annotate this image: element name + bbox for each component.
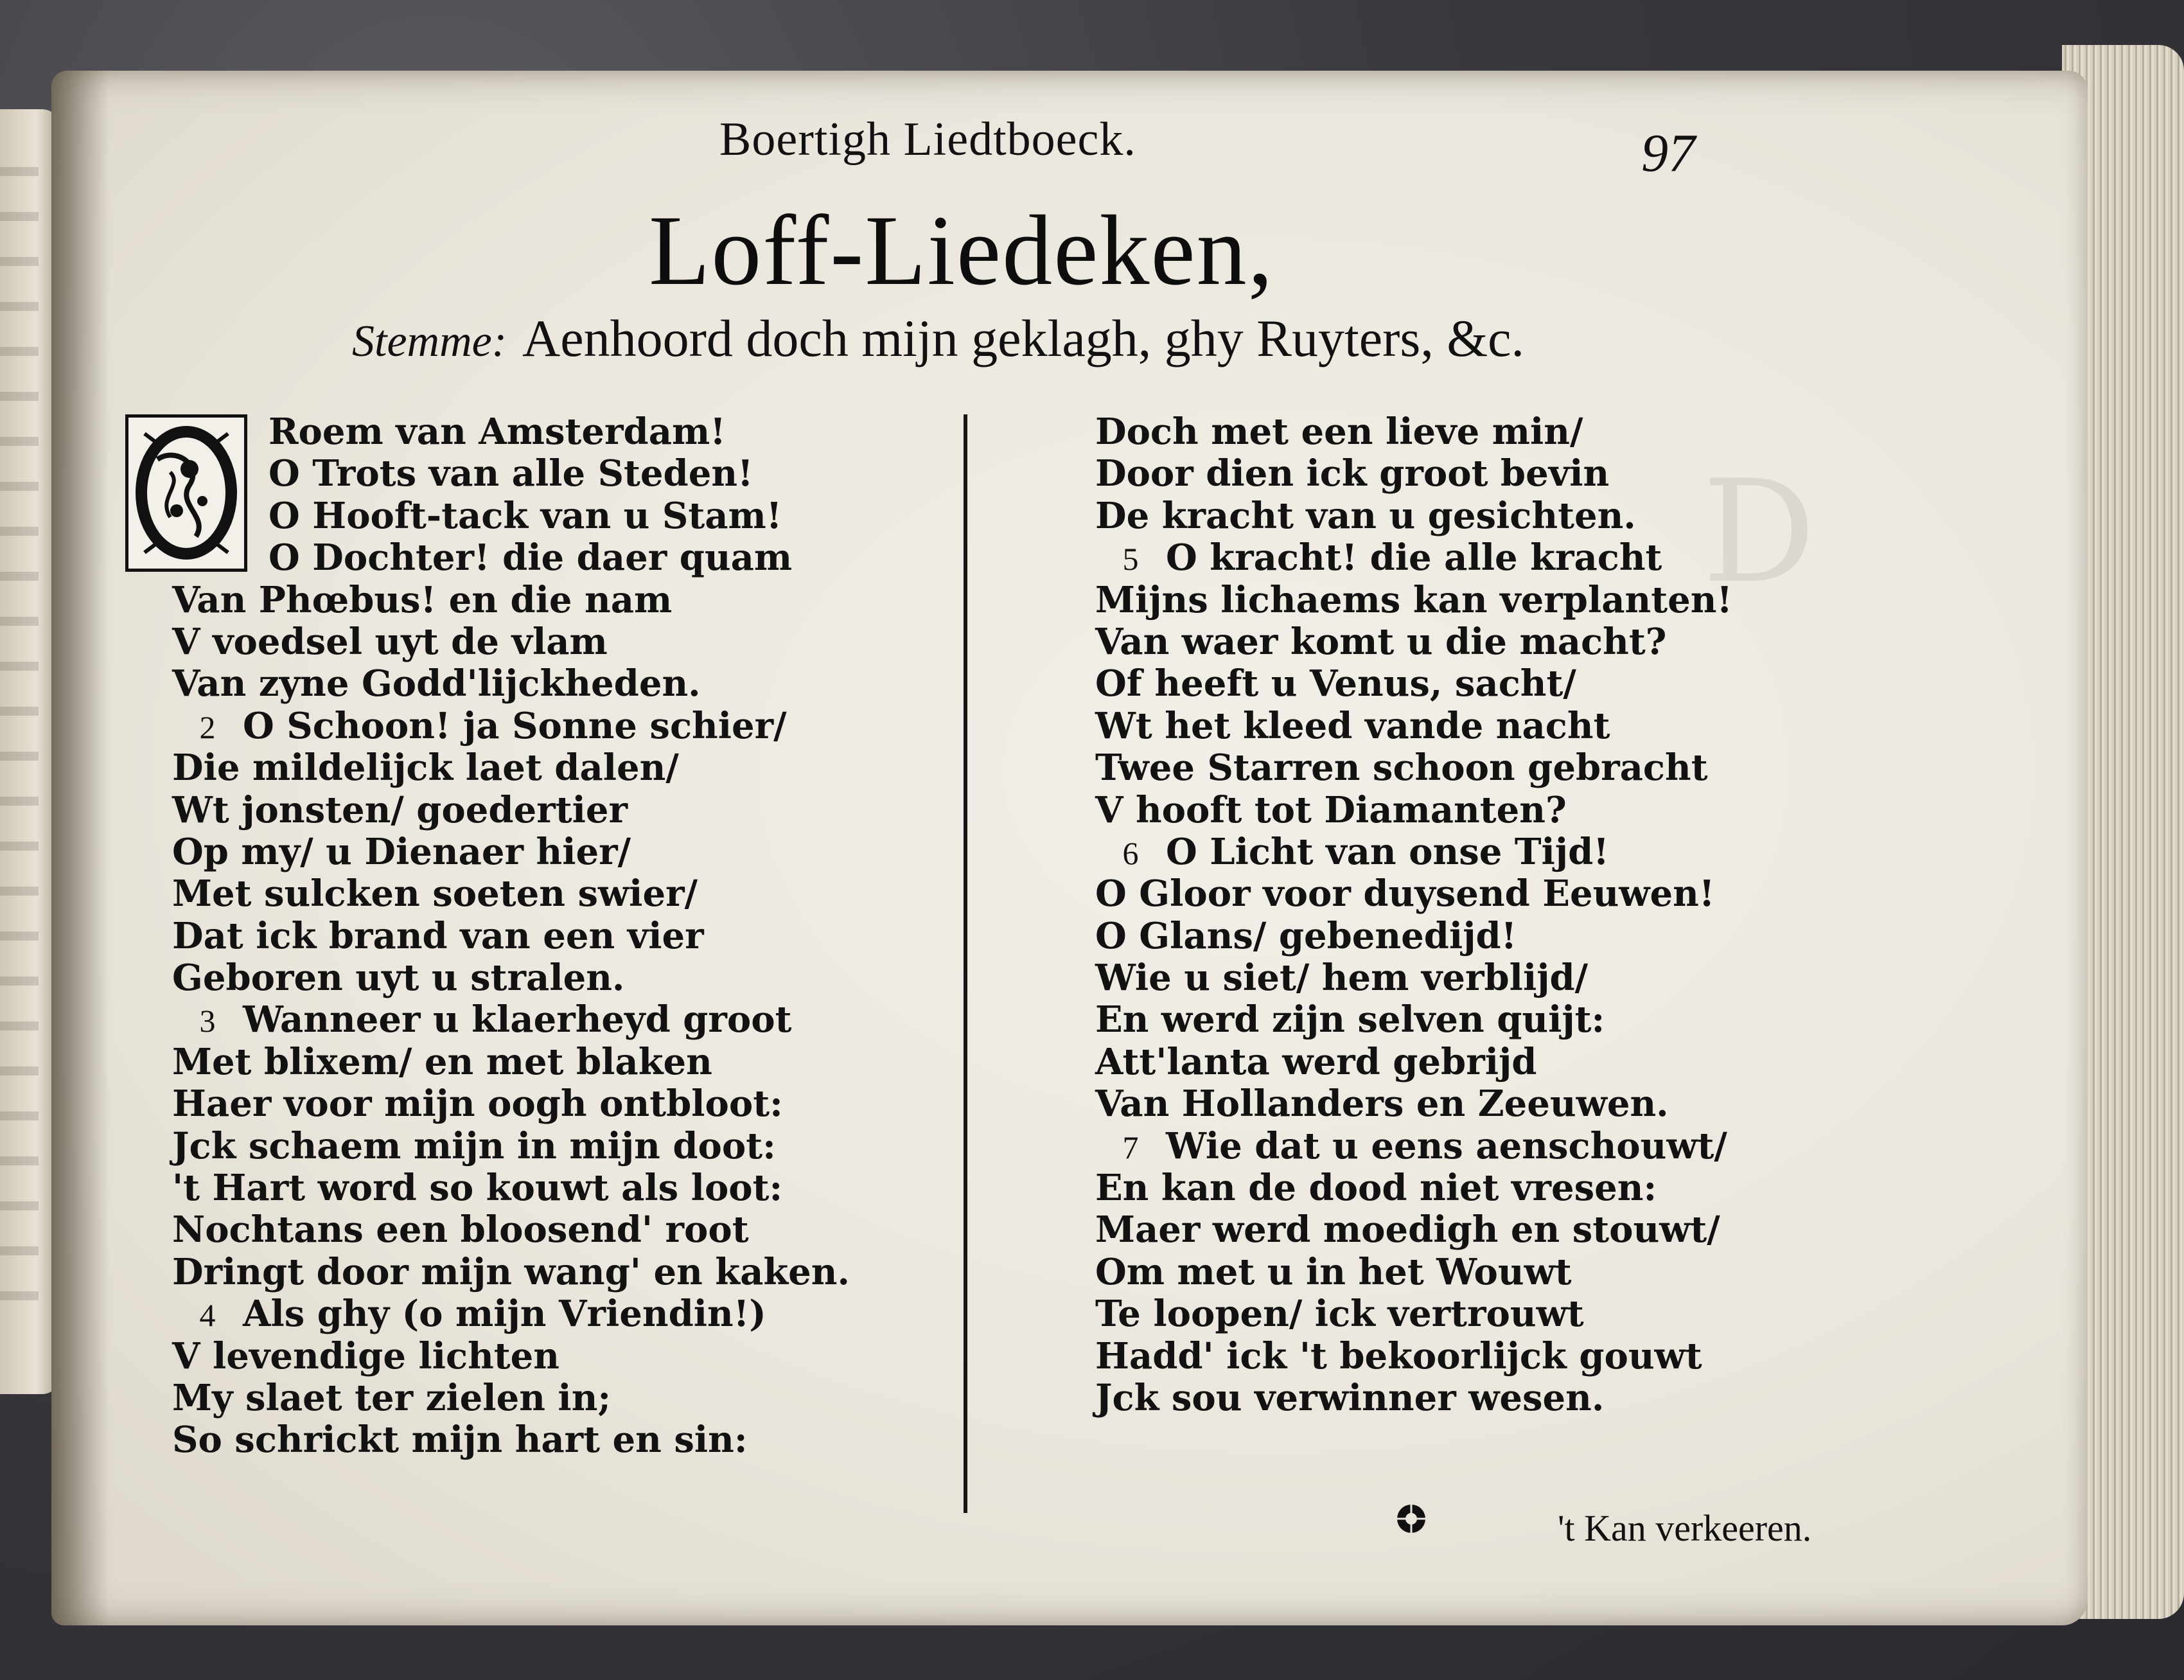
verse-text: O Hooft-tack van u Stam! xyxy=(269,494,782,537)
verse-text: O Trots van alle Steden! xyxy=(269,452,753,495)
verse-text: Doch met een lieve min/ xyxy=(1095,411,1583,453)
verse-text: Wie u siet/ hem verblijd/ xyxy=(1095,957,1589,1000)
verse-line xyxy=(1095,1209,1853,1251)
verse-text: Haer voor mijn oogh ontbloot: xyxy=(172,1083,783,1126)
verse-line xyxy=(1095,747,1853,789)
verse-line xyxy=(1095,495,1853,537)
verse-text: Hadd' ick 't bekoorlijck gouwt xyxy=(1095,1334,1702,1377)
stanza-number: 5 xyxy=(1122,541,1139,578)
verse-text: Op my/ u Dienaer hier/ xyxy=(172,830,631,873)
verse-text: Att'lanta werd gebrijd xyxy=(1095,1040,1537,1083)
tune-label: Stemme: xyxy=(352,317,507,366)
verse-line xyxy=(172,453,917,495)
verse-text: O Dochter! die daer quam xyxy=(269,536,793,579)
verse-line xyxy=(1095,957,1853,999)
stanza-number: 7 xyxy=(1122,1129,1139,1165)
verse-text: En werd zijn selven quijt: xyxy=(1095,998,1605,1041)
verse-line xyxy=(172,747,917,789)
verse-text: De kracht van u gesichten. xyxy=(1095,494,1636,537)
verse-line xyxy=(1095,1251,1853,1293)
verse-text: Dringt door mijn wang' en kaken. xyxy=(172,1250,850,1293)
verse-line xyxy=(172,579,917,621)
verse-line xyxy=(172,873,917,915)
verse-line xyxy=(172,831,917,873)
verse-text: O Glans/ gebenedijd! xyxy=(1095,914,1517,957)
verse-line xyxy=(172,1041,917,1083)
verse-line xyxy=(1095,915,1853,957)
running-head: Boertigh Liedtboeck. xyxy=(719,113,1136,166)
verse-line xyxy=(1095,1083,1853,1125)
verse-line xyxy=(1095,453,1853,495)
verse-line xyxy=(172,1293,917,1335)
verse-text: O kracht! die alle kracht xyxy=(1166,536,1662,579)
verse-line xyxy=(172,537,917,579)
stanza-number: 2 xyxy=(199,709,216,745)
verse-line xyxy=(172,1167,917,1209)
verse-text: Jck sou verwinner wesen. xyxy=(1095,1376,1605,1419)
verse-line xyxy=(1095,411,1853,453)
verse-text: Of heeft u Venus, sacht/ xyxy=(1095,662,1576,705)
column-divider xyxy=(964,414,967,1513)
verse-text: Nochtans een bloosend' root xyxy=(172,1208,749,1251)
verse-line xyxy=(1095,579,1853,621)
verse-text: V hooft tot Diamanten? xyxy=(1095,788,1567,831)
verse-text: 't Hart word so kouwt als loot: xyxy=(172,1167,783,1210)
verse-text: Die mildelijck laet dalen/ xyxy=(172,747,679,790)
verse-text: En kan de dood niet vresen: xyxy=(1095,1167,1657,1210)
verse-line xyxy=(1095,1041,1853,1083)
page-number: 97 xyxy=(1641,123,1695,183)
stanza-number: 3 xyxy=(199,1003,216,1039)
verse-text: Jck schaem mijn in mijn doot: xyxy=(172,1124,776,1167)
verse-line xyxy=(1095,1126,1853,1167)
verse-text: Met blixem/ en met blaken xyxy=(172,1040,712,1083)
verse-line xyxy=(1095,663,1853,705)
verse-line xyxy=(172,1419,917,1461)
verse-text: Dat ick brand van een vier xyxy=(172,914,704,957)
verse-line xyxy=(172,495,917,537)
fleuron-icon xyxy=(1393,1500,1430,1537)
verse-text: Van waer komt u die macht? xyxy=(1095,620,1667,663)
verse-line xyxy=(1095,999,1853,1041)
verse-text: Mijns lichaems kan verplanten! xyxy=(1095,578,1733,621)
verse-text: V voedsel uyt de vlam xyxy=(172,620,608,663)
page-gutter-shadow xyxy=(51,71,109,1625)
verse-text: Door dien ick groot bevin xyxy=(1095,452,1610,495)
verse-line xyxy=(1095,790,1853,831)
verse-line xyxy=(1095,1167,1853,1209)
verse-text: O Licht van onse Tijd! xyxy=(1166,830,1609,873)
verse-text: Wie dat u eens aenschouwt/ xyxy=(1166,1124,1727,1167)
verse-text: Te loopen/ ick vertrouwt xyxy=(1095,1293,1584,1336)
verse-line xyxy=(172,1083,917,1125)
left-page-text-fragments xyxy=(0,167,39,1323)
verse-line xyxy=(172,1209,917,1251)
verse-line xyxy=(172,1336,917,1377)
stanza-number: 4 xyxy=(199,1297,216,1334)
verse-text: V levendige lichten xyxy=(172,1334,560,1377)
verse-line xyxy=(172,1377,917,1419)
verse-line xyxy=(1095,1336,1853,1377)
verse-line xyxy=(172,663,917,705)
verse-text: Van zyne Godd'lijckheden. xyxy=(172,662,701,705)
catchword-motto: 't Kan verkeeren. xyxy=(1558,1507,1812,1549)
song-title: Loff-Liedeken, xyxy=(649,195,1274,306)
verse-line xyxy=(1095,1293,1853,1335)
verse-text: Als ghy (o mijn Vriendin!) xyxy=(243,1293,766,1336)
stanza-number: 6 xyxy=(1122,835,1139,871)
verse-line xyxy=(172,705,917,747)
verse-line xyxy=(172,957,917,999)
verse-line xyxy=(172,411,917,453)
verse-text: So schrickt mijn hart en sin: xyxy=(172,1419,748,1462)
verse-line xyxy=(172,621,917,663)
verse-line xyxy=(1095,873,1853,915)
verse-text: Van Phœbus! en die nam xyxy=(172,578,673,621)
verse-text: Wt jonsten/ goedertier xyxy=(172,788,628,831)
verse-line xyxy=(1095,831,1853,873)
verse-text: Wanneer u klaerheyd groot xyxy=(243,998,792,1041)
right-text-column xyxy=(1095,411,1853,1419)
verse-line xyxy=(1095,1377,1853,1419)
verse-line xyxy=(172,1126,917,1167)
verse-line xyxy=(1095,537,1853,579)
verse-text: Met sulcken soeten swier/ xyxy=(172,872,698,915)
verse-line xyxy=(172,790,917,831)
verse-text: Twee Starren schoon gebracht xyxy=(1095,747,1708,790)
verse-text: Roem van Amsterdam! xyxy=(269,411,726,453)
verse-text: Om met u in het Wouwt xyxy=(1095,1250,1572,1293)
verse-line xyxy=(1095,705,1853,747)
verse-text: Wt het kleed vande nacht xyxy=(1095,704,1610,747)
verse-text: O Schoon! ja Sonne schier/ xyxy=(243,704,787,747)
tune-indication xyxy=(352,308,1524,369)
verse-line xyxy=(172,999,917,1041)
verse-text: O Gloor voor duysend Eeuwen! xyxy=(1095,872,1715,915)
tune-text: Aenhoord doch mijn geklagh, ghy Ruyters, &c. xyxy=(522,309,1525,367)
verse-text: Geboren uyt u stralen. xyxy=(172,957,625,1000)
verse-line xyxy=(172,915,917,957)
left-text-column xyxy=(172,411,917,1462)
verse-line xyxy=(172,1251,917,1293)
verse-text: My slaet ter zielen in; xyxy=(172,1376,612,1419)
verse-line xyxy=(1095,621,1853,663)
verse-text: Van Hollanders en Zeeuwen. xyxy=(1095,1083,1669,1126)
verse-text: Maer werd moedigh en stouwt/ xyxy=(1095,1208,1720,1251)
